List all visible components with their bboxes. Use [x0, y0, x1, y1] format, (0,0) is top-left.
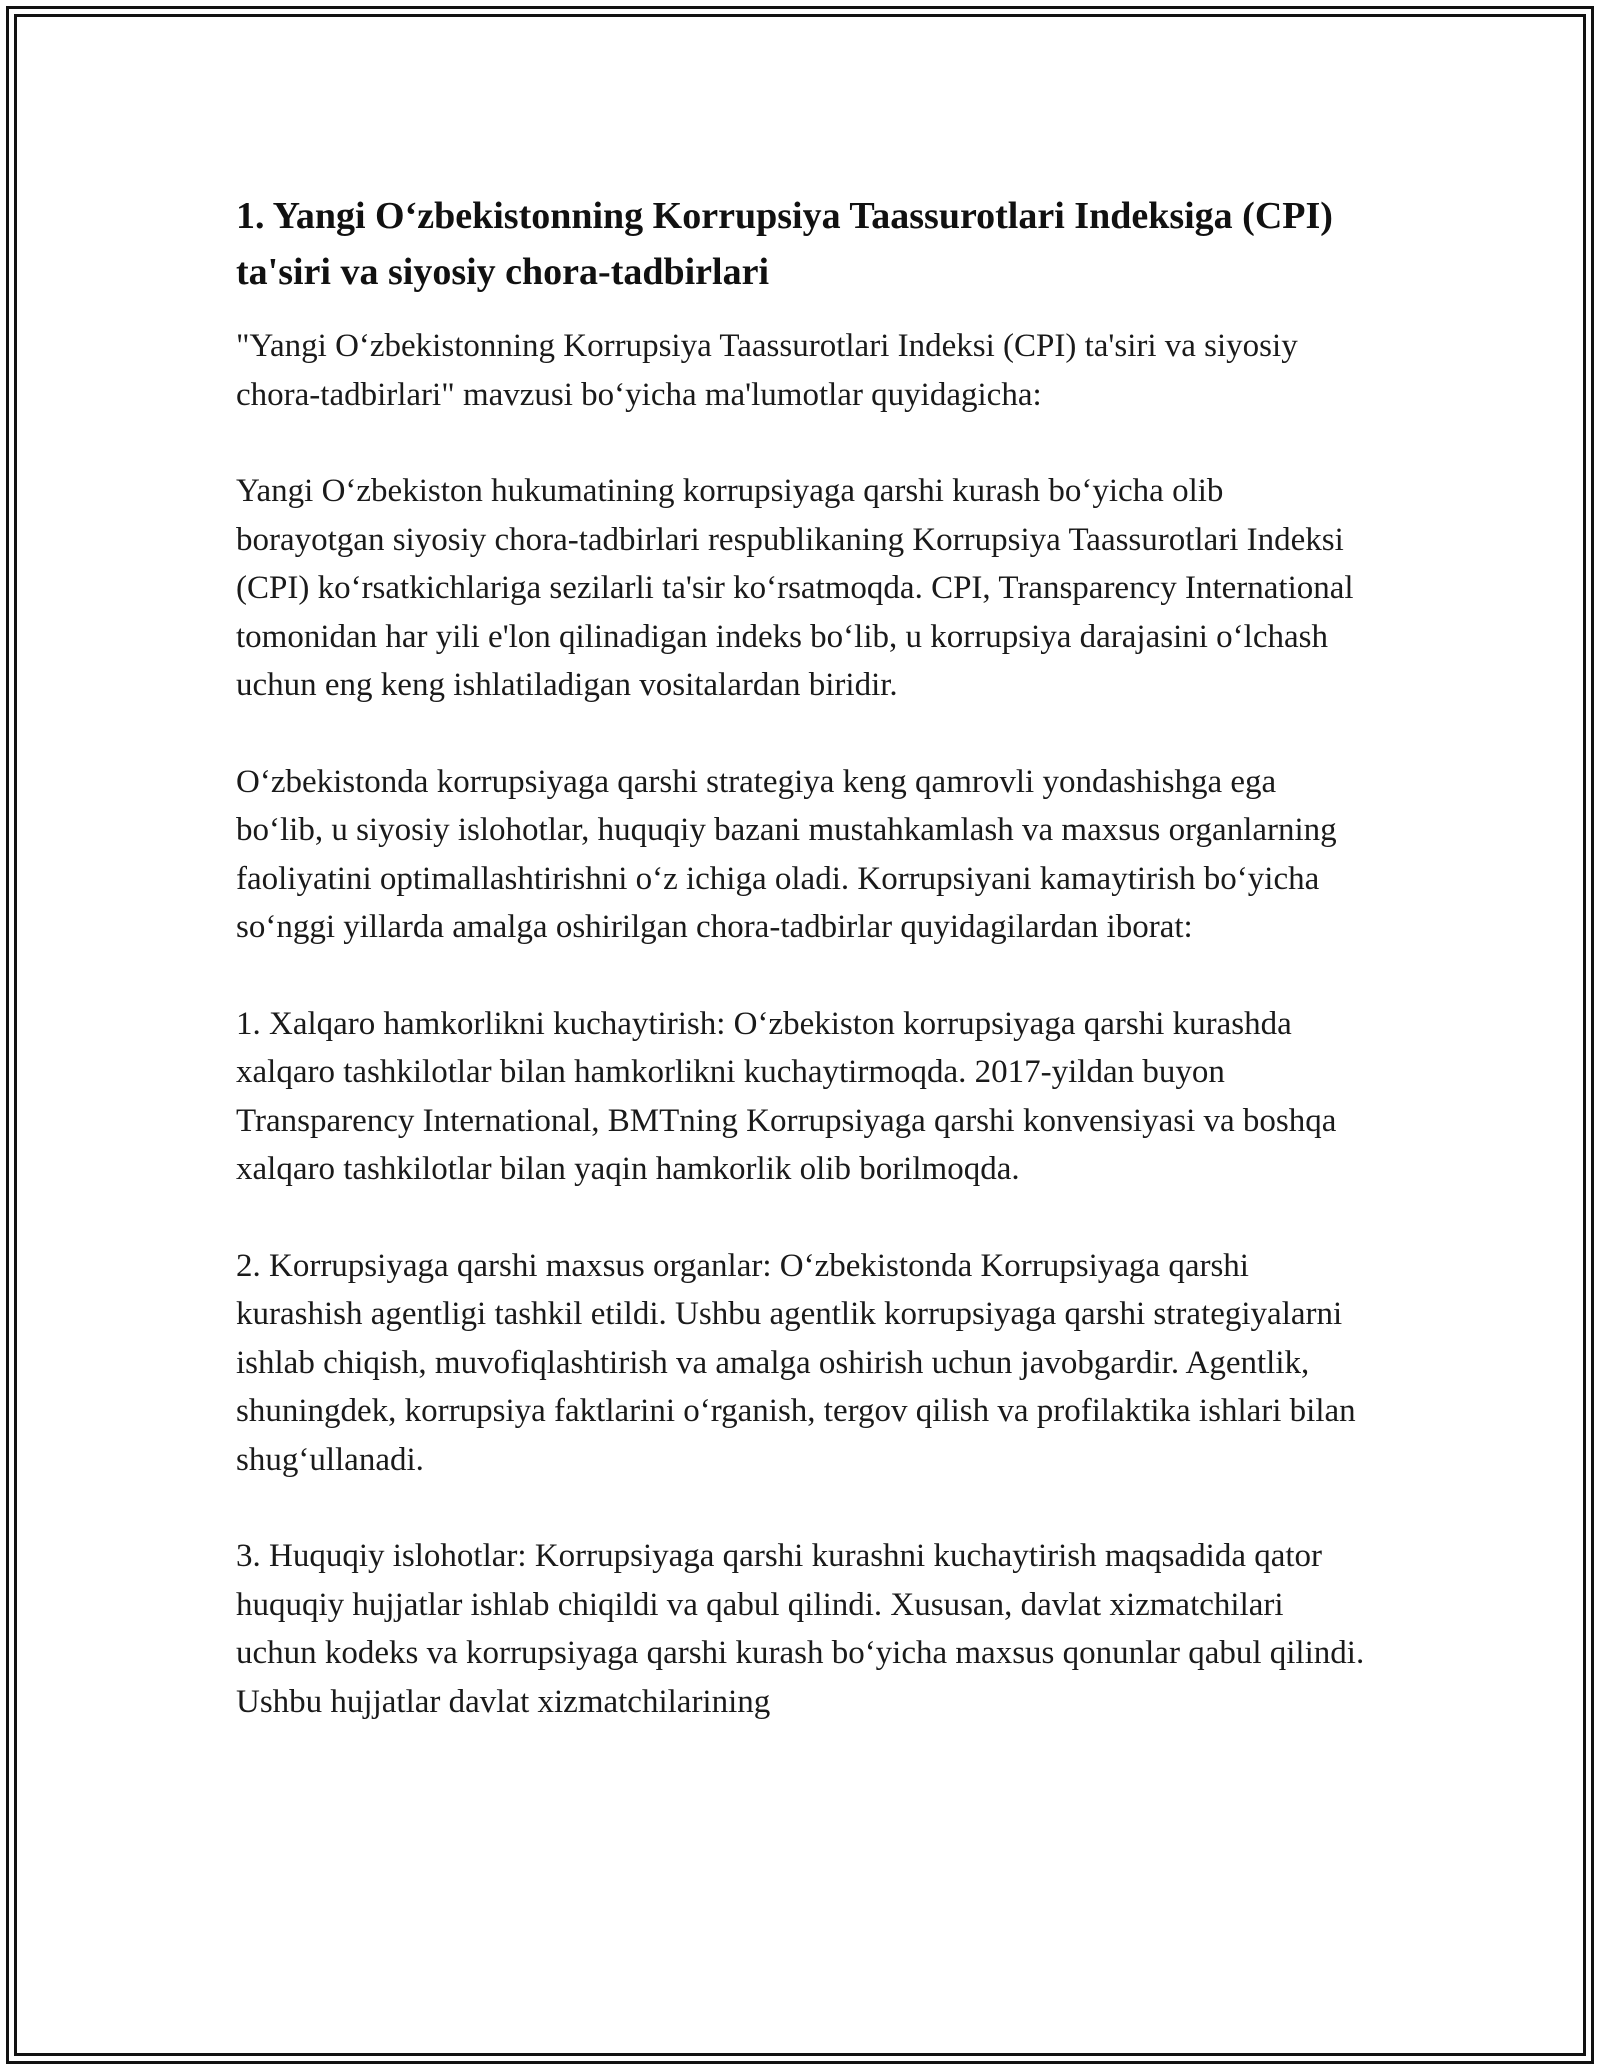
- list-item-legal-reforms: 3. Huquqiy islohotlar: Korrupsiyaga qarshi kurashni kuchaytirish maqsadida qator huquqiy hujjatlar ishlab chiqildi va qabul qilindi. Xususan, davlat xizmatchilari uchun kodeks va korrupsiyaga qarshi kurash bo‘yicha maxsus qonunlar qabul qilindi. Ushbu hujjatlar davlat xizmatchilarining: [236, 1538, 1365, 1720]
- paragraph-strategy: O‘zbekistonda korrupsiyaga qarshi strategiya keng qamrovli yondashishga ega bo‘lib, u siyosiy islohotlar, huquqiy bazani mustahkamlash va maxsus organlarning faoliyatini optimallashtirishni o‘z ichiga oladi. Korrupsiyani kamaytirish bo‘yicha so‘nggi yillarda amalga oshirilgan chora-tadbirlar quyidagilardan iborat:: [236, 763, 1337, 945]
- paragraph-intro: "Yangi O‘zbekistonning Korrupsiya Taassurotlari Indeksi (CPI) ta'siri va siyosiy chora-tadbirlari" mavzusi bo‘yicha ma'lumotlar quyidagicha:: [236, 328, 1298, 413]
- paragraph-cpi-impact: Yangi O‘zbekiston hukumatining korrupsiyaga qarshi kurash bo‘yicha olib borayotgan siyosiy chora-tadbirlari respublikaning Korrupsiya Taassurotlari Indeksi (CPI) ko‘rsatkichlariga sezilarli ta'sir ko‘rsatmoqda. CPI, Transparency International tomonidan har yili e'lon qilinadigan indeks bo‘lib, u korrupsiya darajasini o‘lchash uchun eng keng ishlatiladigan vositalardan biridir.: [236, 473, 1354, 703]
- list-item-international-cooperation: 1. Xalqaro hamkorlikni kuchaytirish: O‘zbekiston korrupsiyaga qarshi kurashda xalqaro tashkilotlar bilan hamkorlikni kuchaytirmoqda. 2017-yildan buyon Transparency International, BMTning Korrupsiyaga qarshi konvensiyasi va boshqa xalqaro tashkilotlar bilan yaqin hamkorlik olib borilmoqda.: [236, 1005, 1337, 1187]
- document-body: [236, 188, 1366, 1774]
- list-item-special-bodies: 2. Korrupsiyaga qarshi maxsus organlar: O‘zbekistonda Korrupsiyaga qarshi kurashish agentligi tashkil etildi. Ushbu agentlik korrupsiyaga qarshi strategiyalarni ishlab chiqish, muvofiqlashtirish va amalga oshirish uchun javobgardir. Agentlik, shuningdek, korrupsiya faktlarini o‘rganish, tergov qilish va profilaktika ishlari bilan shug‘ullanadi.: [236, 1247, 1356, 1478]
- document-title: 1. Yangi O‘zbekistonning Korrupsiya Taassurotlari Indeksiga (CPI) ta'siri va siyosiy chora-tadbirlari: [236, 195, 1333, 293]
